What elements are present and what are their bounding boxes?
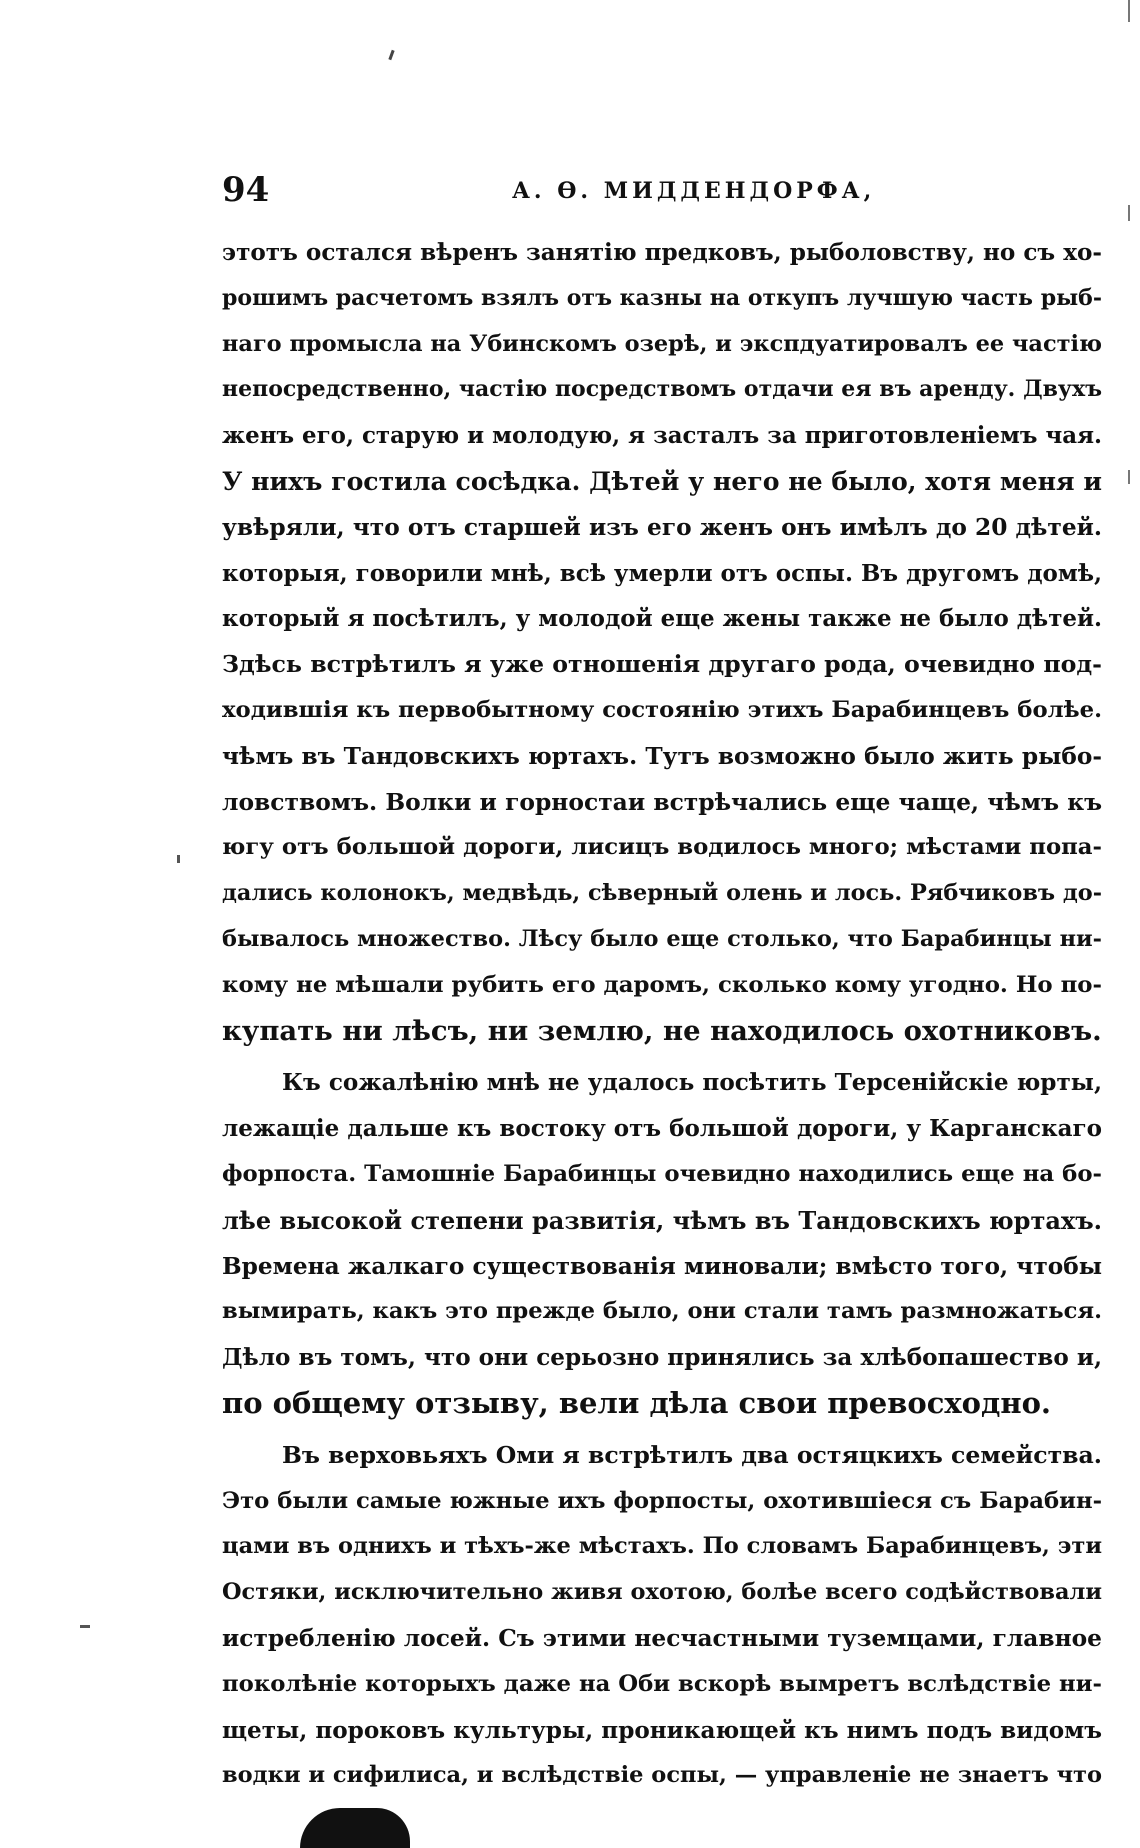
text-line: щеты, пороковъ культуры, проникающей къ нимъ подъ видомъ: [222, 1716, 1102, 1744]
text-line: по общему отзыву, вели дѣла свои превосходно.: [222, 1385, 1052, 1420]
text-line: Къ сожалѣнію мнѣ не удалось посѣтить Терсенійскіе юрты,: [282, 1069, 1102, 1097]
text-line: поколѣніе которыхъ даже на Оби вскорѣ вымретъ вслѣдствіе ни-: [222, 1670, 1102, 1697]
text-line: наго промысла на Убинскомъ озерѣ, и экспдуатировалъ ее частію: [222, 330, 1102, 357]
page-edge-mark: [1128, 205, 1130, 221]
text-line: югу отъ большой дороги, лисицъ водилось много; мѣстами попа-: [222, 834, 1102, 861]
text-line: Это были самые южные ихъ форпосты, охотившіеся съ Барабин-: [222, 1487, 1102, 1514]
text-line: лежащіе дальше къ востоку отъ большой дороги, у Карганскаго: [222, 1115, 1102, 1143]
page-number: 94: [222, 170, 270, 210]
text-line: Здѣсь встрѣтилъ я уже отношенія другаго рода, очевидно под-: [222, 650, 1102, 679]
text-line: Времена жалкаго существованія миновали; вмѣсто того, чтобы: [222, 1252, 1102, 1280]
text-line: водки и сифилиса, и вслѣдствіе оспы, — управленіе не знаетъ что: [222, 1762, 1102, 1789]
page-edge-mark: [1128, 0, 1130, 22]
text-line: этотъ остался вѣренъ занятію предковъ, рыболовству, но съ хо-: [222, 239, 1102, 266]
text-line: истребленію лосей. Съ этими несчастными туземцами, главное: [222, 1624, 1102, 1652]
text-line: вымирать, какъ это прежде было, они стали тамъ размножаться.: [222, 1298, 1102, 1325]
text-line: форпоста. Тамошніе Барабинцы очевидно находились еще на бо-: [222, 1160, 1102, 1187]
running-head: А. Ѳ. МИДДЕНДОРФА,: [512, 178, 876, 204]
page-edge-mark: [1128, 470, 1130, 484]
text-line: увѣряли, что отъ старшей изъ его женъ онъ имѣлъ до 20 дѣтей.: [222, 513, 1102, 541]
text-line: лѣе высокой степени развитія, чѣмъ въ Тандовскихъ юртахъ.: [222, 1205, 1102, 1235]
page-header: [222, 170, 1102, 220]
text-line: Въ верховьяхъ Оми я встрѣтилъ два остяцкихъ семейства.: [282, 1440, 1102, 1469]
text-line: который я посѣтилъ, у молодой еще жены также не было дѣтей.: [222, 605, 1102, 633]
ink-speck: [388, 50, 394, 60]
text-line: У нихъ гостила сосѣдка. Дѣтей у него не было, хотя меня и: [222, 465, 1102, 496]
text-line: цами въ однихъ и тѣхъ-же мѣстахъ. По словамъ Барабинцевъ, эти: [222, 1533, 1102, 1560]
text-line: ловствомъ. Волки и горностаи встрѣчались еще чаще, чѣмъ къ: [222, 787, 1102, 816]
ink-speck: [80, 1625, 90, 1628]
text-line: чѣмъ въ Тандовскихъ юртахъ. Тутъ возможно было жить рыбо-: [222, 742, 1102, 770]
text-line: Остяки, исключительно живя охотою, болѣе всего содѣйствовали: [222, 1579, 1102, 1606]
paragraph: [222, 1433, 1102, 1799]
ink-blot: [300, 1808, 410, 1848]
text-line: кому не мѣшали рубить его даромъ, сколько кому угодно. Но по-: [222, 971, 1102, 998]
paragraph: [222, 230, 1102, 1054]
text-line: непосредственно, частію посредствомъ отдачи ея въ аренду. Двухъ: [222, 376, 1102, 403]
body-text: [222, 230, 1102, 1799]
text-line: ходившія къ первобытному состоянію этихъ Барабинцевъ болѣе.: [222, 696, 1102, 723]
text-line: рошимъ расчетомъ взялъ отъ казны на откупъ лучшую часть рыб-: [222, 284, 1102, 311]
paragraph: [222, 1060, 1102, 1426]
ink-speck: [177, 855, 180, 863]
text-line: Дѣло въ томъ, что они серьозно принялись за хлѣбопашество и,: [222, 1344, 1102, 1372]
text-line: женъ его, старую и молодую, я засталъ за приготовленіемъ чая.: [222, 422, 1102, 450]
text-line: дались колонокъ, медвѣдь, сѣверный олень и лось. Рябчиковъ до-: [222, 880, 1102, 907]
text-line: которыя, говорили мнѣ, всѣ умерли отъ оспы. Въ другомъ домѣ,: [222, 559, 1102, 587]
text-line: бывалось множество. Лѣсу было еще столько, что Барабинцы ни-: [222, 925, 1102, 952]
text-line: купать ни лѣсъ, ни землю, не находилось охотниковъ.: [222, 1014, 1102, 1047]
